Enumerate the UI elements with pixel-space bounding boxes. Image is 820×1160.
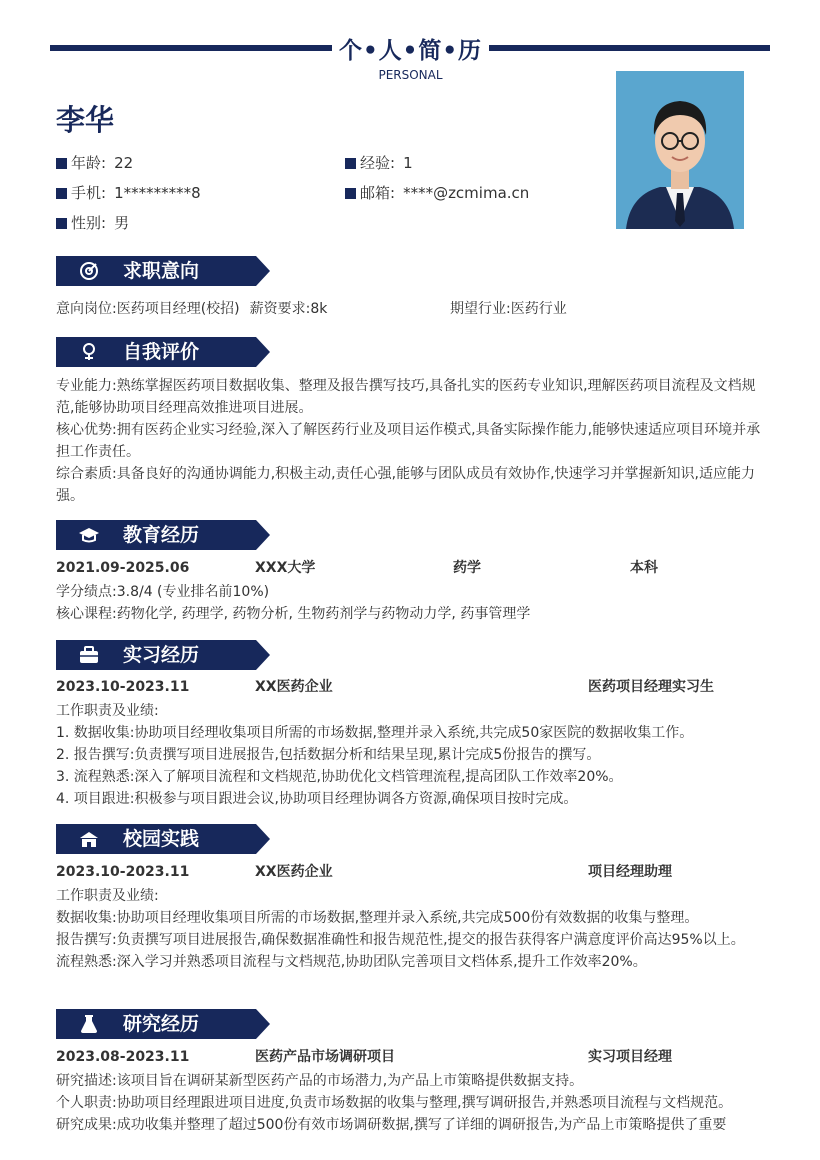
document-title: 个•人•简•历 [338, 38, 483, 64]
section-header-job-intention [56, 256, 270, 286]
research-body [56, 1070, 770, 1136]
research-role: 实习项目经理 [588, 1049, 672, 1065]
section-title: 实习经历 [123, 644, 200, 666]
education-gpa: 学分绩点:3.8/4 (专业排名前10%) [56, 584, 270, 600]
section-title: 求职意向 [123, 260, 200, 282]
research-item: 研究描述:该项目旨在调研某新型医药产品的市场潜力,为产品上市策略提供数据支持。 [56, 1073, 584, 1089]
candidate-name: 李华 [56, 103, 115, 137]
internship-item: 1. 数据收集:协助项目经理收集项目所需的市场数据,整理并录入系统,共完成50家医院的数据收集工作。 [56, 725, 694, 741]
bullet-square [56, 188, 67, 199]
portrait-illustration [616, 71, 744, 229]
internship-role: 医药项目经理实习生 [588, 679, 714, 695]
briefcase-icon [78, 644, 100, 666]
desired-position: 意向岗位:医药项目经理(校招) [56, 301, 240, 317]
flask-icon [78, 1013, 100, 1035]
gender-label: 性别: [71, 214, 107, 232]
section-header-self-evaluation [56, 337, 270, 367]
campus-company: XX医药企业 [255, 864, 333, 880]
email-value: ****@zcmima.cn [403, 184, 530, 202]
section-header-campus [56, 824, 270, 854]
research-project: 医药产品市场调研项目 [255, 1049, 395, 1065]
self-evaluation-body [56, 375, 770, 507]
experience-value: 1 [403, 154, 413, 172]
bullet-square [345, 158, 356, 169]
education-major: 药学 [453, 560, 481, 576]
info-phone [56, 183, 201, 203]
campus-intro: 工作职责及业绩: [56, 888, 159, 904]
experience-label: 经验: [360, 154, 396, 172]
evaluation-paragraph: 核心优势:拥有医药企业实习经验,深入了解医药行业及项目运作模式,具备实际操作能力,能够快速适应项目环境并承担工作责任。 [56, 422, 761, 460]
section-header-research [56, 1009, 270, 1039]
document-subtitle: PERSONAL [378, 68, 443, 82]
gender-value: 男 [114, 214, 130, 232]
info-gender [56, 213, 129, 233]
internship-item: 4. 项目跟进:积极参与项目跟进会议,协助项目经理协调各方资源,确保项目按时完成。 [56, 791, 578, 807]
section-header-internship [56, 640, 270, 670]
internship-intro: 工作职责及业绩: [56, 703, 159, 719]
research-period: 2023.08-2023.11 [56, 1049, 190, 1065]
education-school: XXX大学 [255, 560, 316, 576]
bullet-square [56, 218, 67, 229]
section-title: 研究经历 [123, 1013, 200, 1035]
internship-company: XX医药企业 [255, 679, 333, 695]
education-courses: 核心课程:药物化学, 药理学, 药物分析, 生物药剂学与药物动力学, 药事管理学 [56, 606, 531, 622]
target-icon [78, 260, 100, 282]
age-value: 22 [114, 154, 134, 172]
bullet-square [56, 158, 67, 169]
section-header-education [56, 520, 270, 550]
research-item: 研究成果:成功收集并整理了超过500份有效市场调研数据,撰写了详细的调研报告,为产品上市策略提供了重要 [56, 1117, 727, 1133]
evaluation-paragraph: 综合素质:具备良好的沟通协调能力,积极主动,责任心强,能够与团队成员有效协作,快速学习并掌握新知识,适应能力强。 [56, 466, 755, 504]
title-rule-left [50, 45, 332, 51]
internship-body [56, 700, 770, 810]
job-intention-row [56, 298, 770, 320]
graduation-cap-icon [78, 524, 100, 546]
research-item: 个人职责:协助项目经理跟进项目进度,负责市场数据的收集与整理,撰写调研报告,并熟悉项目流程与文档规范。 [56, 1095, 733, 1111]
internship-item: 2. 报告撰写:负责撰写项目进展报告,包括数据分析和结果呈现,累计完成5份报告的撰写。 [56, 747, 601, 763]
school-building-icon [78, 828, 100, 850]
section-title: 教育经历 [123, 524, 200, 546]
profile-photo [616, 71, 744, 229]
campus-period: 2023.10-2023.11 [56, 864, 190, 880]
expected-salary: 薪资要求:8k [249, 301, 328, 317]
evaluation-paragraph: 专业能力:熟练掌握医药项目数据收集、整理及报告撰写技巧,具备扎实的医药专业知识,理解医药项目流程及文档规范,能够协助项目经理高效推进项目进展。 [56, 378, 756, 416]
bullet-square [345, 188, 356, 199]
campus-body [56, 885, 770, 973]
phone-value: 1*********8 [114, 184, 201, 202]
bulb-icon [78, 341, 100, 363]
section-title: 自我评价 [123, 341, 200, 363]
expected-industry: 期望行业:医药行业 [450, 301, 567, 317]
title-rule-right [489, 45, 770, 51]
internship-period: 2023.10-2023.11 [56, 679, 190, 695]
info-experience [345, 153, 413, 173]
campus-item: 数据收集:协助项目经理收集项目所需的市场数据,整理并录入系统,共完成500份有效数据的收集与整理。 [56, 910, 699, 926]
education-period: 2021.09-2025.06 [56, 560, 190, 576]
internship-item: 3. 流程熟悉:深入了解项目流程和文档规范,协助优化文档管理流程,提高团队工作效率20%。 [56, 769, 623, 785]
phone-label: 手机: [71, 184, 107, 202]
campus-item: 报告撰写:负责撰写项目进展报告,确保数据准确性和报告规范性,提交的报告获得客户满意度评价高达95%以上。 [56, 932, 745, 948]
age-label: 年龄: [71, 154, 107, 172]
info-age [56, 153, 133, 173]
campus-role: 项目经理助理 [588, 864, 672, 880]
info-email [345, 183, 529, 203]
email-label: 邮箱: [360, 184, 396, 202]
campus-item: 流程熟悉:深入学习并熟悉项目流程与文档规范,协助团队完善项目文档体系,提升工作效率20%。 [56, 954, 647, 970]
education-degree: 本科 [630, 560, 658, 576]
section-title: 校园实践 [123, 828, 200, 850]
